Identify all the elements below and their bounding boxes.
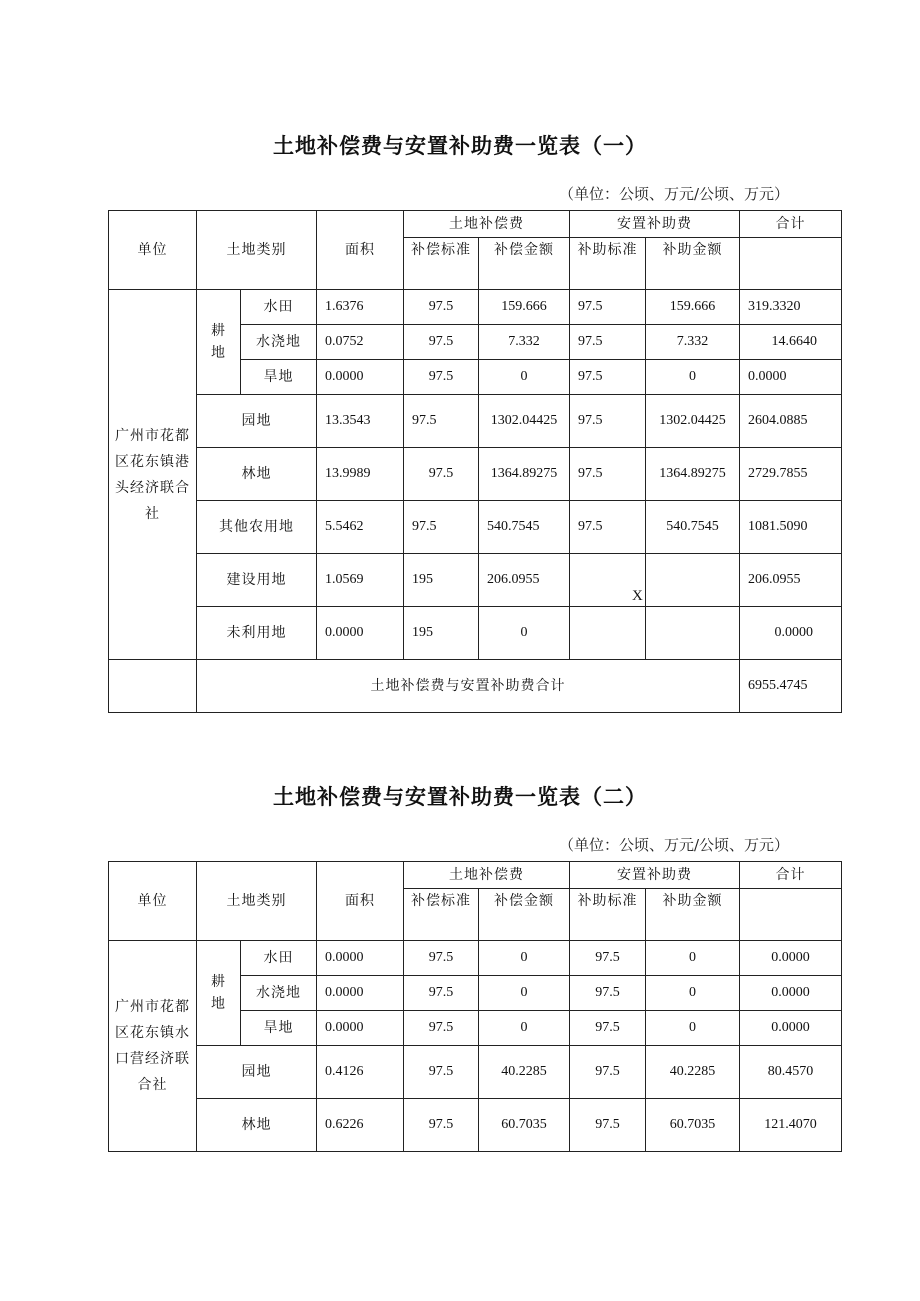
- comp-amount: 7.332: [479, 325, 570, 360]
- table2-header-row-1: [109, 862, 842, 889]
- comp-standard: 97.5: [404, 1099, 479, 1152]
- comp-standard: 97.5: [404, 1046, 479, 1099]
- sub-amount: 0: [646, 1011, 740, 1046]
- sub-standard: 97.5: [570, 976, 646, 1011]
- land-type: 水浇地: [241, 325, 317, 360]
- row-total: 2729.7855: [740, 448, 842, 501]
- sub-amount: [646, 607, 740, 660]
- comp-amount: 0: [479, 976, 570, 1011]
- sub-amount: 0: [646, 941, 740, 976]
- area: 0.4126: [317, 1046, 404, 1099]
- land-type: 水田: [241, 941, 317, 976]
- area: 0.6226: [317, 1099, 404, 1152]
- row-total: 0.0000: [740, 1011, 842, 1046]
- comp-amount: 159.666: [479, 290, 570, 325]
- header-area: 面积: [317, 211, 404, 290]
- table-row: [109, 607, 842, 660]
- land-type: 林地: [197, 1099, 317, 1152]
- row-total: 1081.5090: [740, 501, 842, 554]
- table2-unit-note: （单位：公顷、万元/公顷、万元）: [558, 836, 789, 854]
- header-comp-amount: 补偿金额: [479, 889, 570, 941]
- header-sub-standard: 补助标准: [570, 889, 646, 941]
- table2-title: 土地补偿费与安置补助费一览表（二）: [273, 785, 647, 809]
- cultivated-label-text: 耕地: [211, 323, 226, 361]
- row-total: 0.0000: [740, 941, 842, 976]
- header-land-compensation: 土地补偿费: [404, 211, 570, 238]
- area: 1.6376: [317, 290, 404, 325]
- sub-standard: 97.5: [570, 290, 646, 325]
- comp-amount: 0: [479, 607, 570, 660]
- sub-standard: 97.5: [570, 941, 646, 976]
- land-type: 建设用地: [197, 554, 317, 607]
- table-row: [109, 1099, 842, 1152]
- header-comp-amount: 补偿金额: [479, 238, 570, 290]
- comp-standard: 97.5: [404, 290, 479, 325]
- comp-standard: 195: [404, 554, 479, 607]
- land-type: 园地: [197, 1046, 317, 1099]
- unit-name: 广州市花都区花东镇水口营经济联合社: [109, 941, 197, 1152]
- sub-standard: 97.5: [570, 1011, 646, 1046]
- table1-unit-note: （单位：公顷、万元/公顷、万元）: [558, 185, 789, 203]
- sub-amount: 40.2285: [646, 1046, 740, 1099]
- table1: [108, 210, 842, 713]
- header-unit: 单位: [109, 862, 197, 941]
- area: 0.0000: [317, 1011, 404, 1046]
- sub-standard: 97.5: [570, 325, 646, 360]
- area: 5.5462: [317, 501, 404, 554]
- table-row: [109, 554, 842, 607]
- header-resettlement: 安置补助费: [570, 211, 740, 238]
- comp-amount: 60.7035: [479, 1099, 570, 1152]
- header-comp-standard: 补偿标准: [404, 238, 479, 290]
- header-sub-amount: 补助金额: [646, 238, 740, 290]
- comp-amount: 1364.89275: [479, 448, 570, 501]
- comp-amount: 1302.04425: [479, 395, 570, 448]
- land-type: 水浇地: [241, 976, 317, 1011]
- sub-amount: 60.7035: [646, 1099, 740, 1152]
- sub-standard: 97.5: [570, 1046, 646, 1099]
- comp-amount: 206.0955: [479, 554, 570, 607]
- land-type: 未利用地: [197, 607, 317, 660]
- table-row: [109, 501, 842, 554]
- grand-total-label: 土地补偿费与安置补助费合计: [197, 660, 740, 713]
- land-type: 林地: [197, 448, 317, 501]
- table2: [108, 861, 842, 1152]
- header-total: 合计: [740, 211, 842, 238]
- comp-standard: 97.5: [404, 1011, 479, 1046]
- comp-standard: 97.5: [404, 501, 479, 554]
- area: 1.0569: [317, 554, 404, 607]
- sub-amount: 0: [646, 976, 740, 1011]
- header-unit: 单位: [109, 211, 197, 290]
- row-total: 121.4070: [740, 1099, 842, 1152]
- header-total: 合计: [740, 862, 842, 889]
- row-total: 0.0000: [740, 360, 842, 395]
- sub-amount: 1302.04425: [646, 395, 740, 448]
- row-total: 14.6640: [740, 325, 842, 360]
- header-land-type: 土地类别: [197, 862, 317, 941]
- row-total: 2604.0885: [740, 395, 842, 448]
- table1-title: 土地补偿费与安置补助费一览表（一）: [273, 134, 647, 158]
- comp-amount: 0: [479, 1011, 570, 1046]
- grand-total-row: [109, 660, 842, 713]
- sub-amount: 1364.89275: [646, 448, 740, 501]
- comp-amount: 0: [479, 360, 570, 395]
- comp-amount: 540.7545: [479, 501, 570, 554]
- comp-standard: 97.5: [404, 976, 479, 1011]
- sub-amount: 7.332: [646, 325, 740, 360]
- table1-header-row-1: [109, 211, 842, 238]
- grand-total-blank: [109, 660, 197, 713]
- sub-standard: 97.5: [570, 448, 646, 501]
- header-total-blank: [740, 238, 842, 290]
- area: 13.3543: [317, 395, 404, 448]
- table-row: [109, 448, 842, 501]
- sub-standard: 97.5: [570, 395, 646, 448]
- sub-amount: 0: [646, 360, 740, 395]
- header-sub-amount: 补助金额: [646, 889, 740, 941]
- not-applicable-cell: [570, 554, 740, 607]
- comp-amount: 40.2285: [479, 1046, 570, 1099]
- comp-standard: 97.5: [404, 360, 479, 395]
- header-comp-standard: 补偿标准: [404, 889, 479, 941]
- header-resettlement: 安置补助费: [570, 862, 740, 889]
- area: 0.0000: [317, 360, 404, 395]
- sub-standard: [570, 607, 646, 660]
- sub-amount: 540.7545: [646, 501, 740, 554]
- land-type: 旱地: [241, 1011, 317, 1046]
- cultivated-label: [197, 290, 241, 395]
- area: 13.9989: [317, 448, 404, 501]
- grand-total-value: 6955.4745: [740, 660, 842, 713]
- area: 0.0000: [317, 941, 404, 976]
- comp-standard: 97.5: [404, 395, 479, 448]
- table-row: [109, 941, 842, 976]
- header-sub-standard: 补助标准: [570, 238, 646, 290]
- land-type: 园地: [197, 395, 317, 448]
- comp-standard: 97.5: [404, 325, 479, 360]
- sub-standard: 97.5: [570, 1099, 646, 1152]
- comp-amount: 0: [479, 941, 570, 976]
- area: 0.0000: [317, 607, 404, 660]
- table-row: [109, 290, 842, 325]
- header-land-type: 土地类别: [197, 211, 317, 290]
- unit-name: 广州市花都区花东镇港头经济联合社: [109, 290, 197, 660]
- sub-amount: 159.666: [646, 290, 740, 325]
- cultivated-label: [197, 941, 241, 1046]
- land-type: 旱地: [241, 360, 317, 395]
- row-total: 0.0000: [740, 607, 842, 660]
- land-type: 水田: [241, 290, 317, 325]
- cultivated-label-text: 耕地: [211, 974, 226, 1012]
- header-land-compensation: 土地补偿费: [404, 862, 570, 889]
- area: 0.0752: [317, 325, 404, 360]
- sub-standard: 97.5: [570, 360, 646, 395]
- row-total: 206.0955: [740, 554, 842, 607]
- comp-standard: 195: [404, 607, 479, 660]
- table-row: [109, 395, 842, 448]
- sub-standard: 97.5: [570, 501, 646, 554]
- row-total: 0.0000: [740, 976, 842, 1011]
- header-total-blank: [740, 889, 842, 941]
- land-type: 其他农用地: [197, 501, 317, 554]
- area: 0.0000: [317, 976, 404, 1011]
- header-area: 面积: [317, 862, 404, 941]
- row-total: 80.4570: [740, 1046, 842, 1099]
- table-row: [109, 1046, 842, 1099]
- comp-standard: 97.5: [404, 941, 479, 976]
- comp-standard: 97.5: [404, 448, 479, 501]
- x-mark: X: [632, 588, 643, 604]
- row-total: 319.3320: [740, 290, 842, 325]
- cell-divider: [645, 554, 646, 606]
